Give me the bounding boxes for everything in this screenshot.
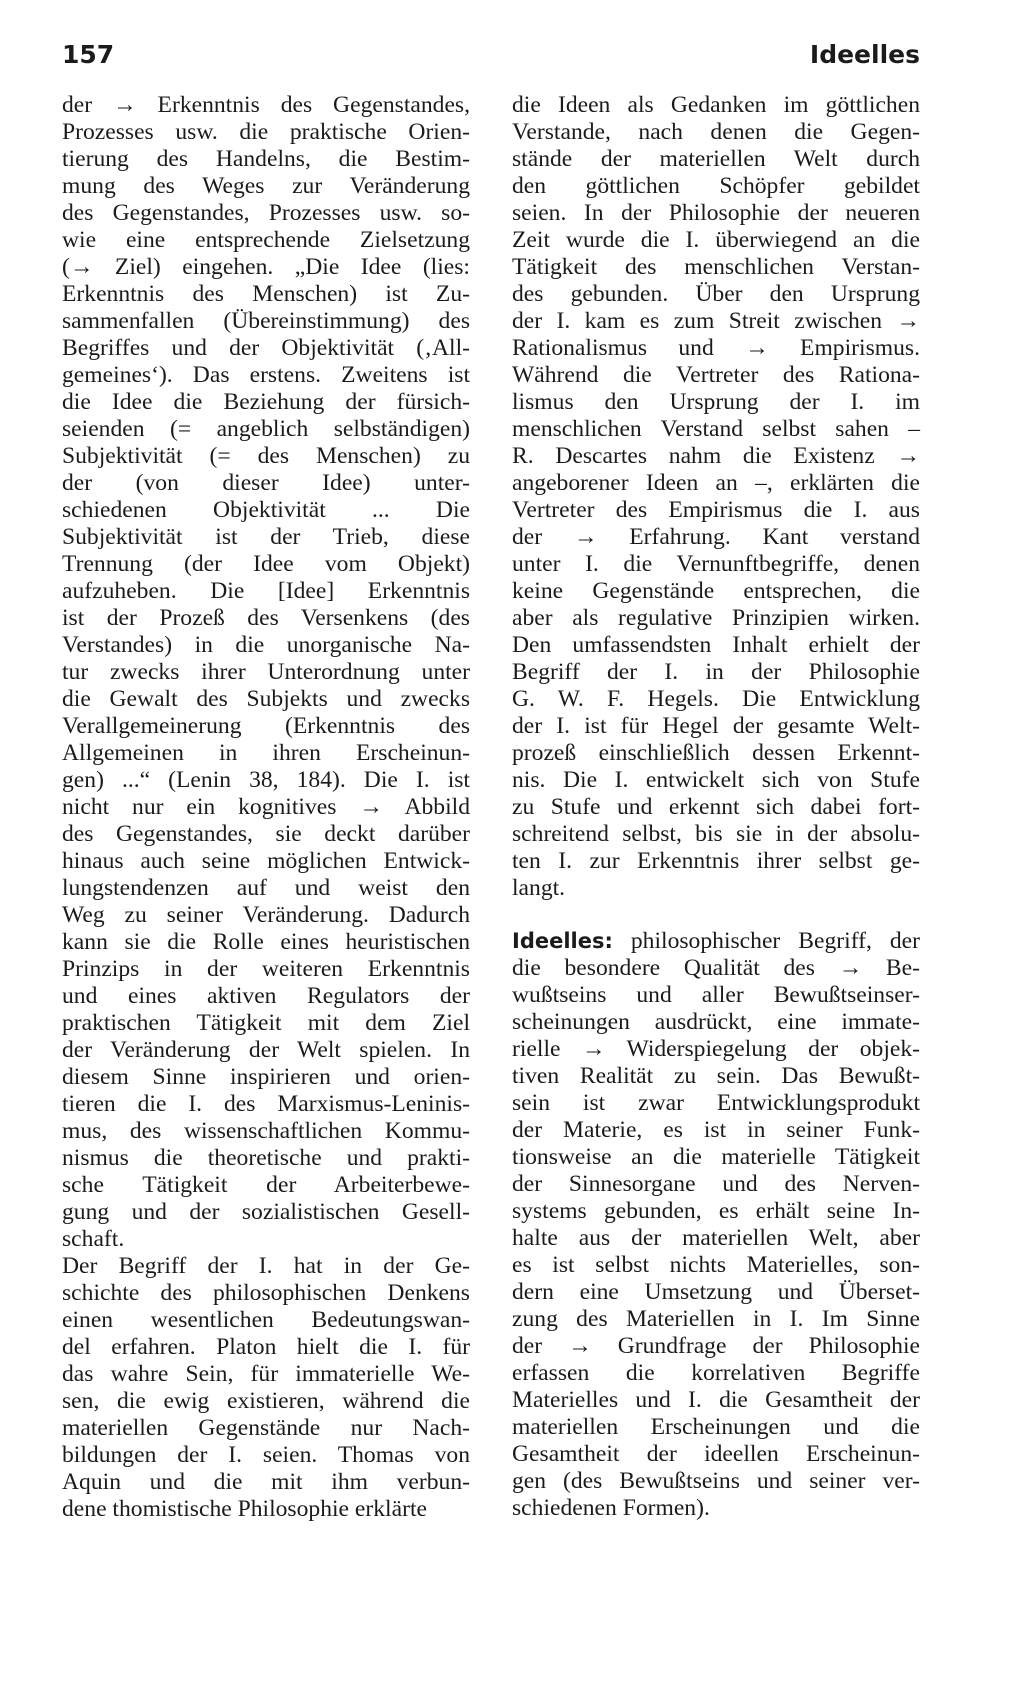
text-line: R. Descartes nahm die Existenz → [512, 443, 920, 469]
text-line: sammenfallen (Übereinstimmung) des [62, 308, 470, 334]
text-line: Materielles und I. die Gesamtheit der [512, 1387, 920, 1413]
text-line: Begriff der I. in der Philosophie [512, 659, 920, 685]
text-line: bildungen der I. seien. Thomas von [62, 1442, 470, 1468]
right-column-part-1 [512, 92, 920, 902]
text-line: menschlichen Verstand selbst sahen – [512, 416, 920, 442]
text-line: ten I. zur Erkenntnis ihrer selbst ge- [512, 848, 920, 874]
entry-gap [512, 902, 920, 928]
text-line: sen, die ewig existieren, während die [62, 1388, 470, 1414]
text-line: lismus den Ursprung der I. im [512, 389, 920, 415]
text-line: schiedenen Objektivität ... Die [62, 497, 470, 523]
text-line: Subjektivität ist der Trieb, diese [62, 524, 470, 550]
text-line: langt. [512, 875, 566, 901]
text-line: es ist selbst nichts Materielles, son- [512, 1252, 920, 1278]
text-line: der (von dieser Idee) unter- [62, 470, 470, 496]
text-line: Gesamtheit der ideellen Erscheinun- [512, 1441, 920, 1467]
text-line: Prinzips in der weiteren Erkenntnis [62, 956, 470, 982]
entry-first-line [512, 928, 920, 955]
text-line: materiellen Gegenstände nur Nach- [62, 1415, 470, 1441]
text-line: der Veränderung der Welt spielen. In [62, 1037, 470, 1063]
text-line: stände der materiellen Welt durch [512, 146, 920, 172]
text-line: lungstendenzen auf und weist den [62, 875, 470, 901]
text-line: ist der Prozeß des Versenkens (des [62, 605, 470, 631]
text-line: Verstande, nach denen die Gegen- [512, 119, 920, 145]
page-number: 157 [62, 40, 115, 69]
text-line: del erfahren. Platon hielt die I. für [62, 1334, 470, 1360]
text-line: gung und der sozialistischen Gesell- [62, 1199, 470, 1225]
text-line: halte aus der materiellen Welt, aber [512, 1225, 920, 1251]
text-line: einen wesentlichen Bedeutungswan- [62, 1307, 470, 1333]
text-line: tionsweise an die materielle Tätigkeit [512, 1144, 920, 1170]
text-line: dene thomistische Philosophie erklärte [62, 1496, 427, 1522]
text-line: prozeß einschließlich dessen Erkennt- [512, 740, 920, 766]
text-line: seienden (= angeblich selbständigen) [62, 416, 470, 442]
text-line: materiellen Erscheinungen und die [512, 1414, 920, 1440]
text-line: G. W. F. Hegels. Die Entwicklung [512, 686, 920, 712]
text-line: (→ Ziel) eingehen. „Die Idee (lies: [62, 254, 470, 280]
text-line: Vertreter des Empirismus die I. aus [512, 497, 920, 523]
text-line: gen (des Bewußtseins und seiner ver- [512, 1468, 920, 1494]
text-line: die Idee die Beziehung der fürsich- [62, 389, 470, 415]
text-line: hinaus auch seine möglichen Entwick- [62, 848, 470, 874]
text-line: nismus die theoretische und prakti- [62, 1145, 470, 1171]
text-line: schichte des philosophischen Denkens [62, 1280, 470, 1306]
right-column [512, 92, 920, 1522]
text-line: die besondere Qualität des → Be- [512, 955, 920, 981]
text-line: des Gegenstandes, sie deckt darüber [62, 821, 470, 847]
left-column [62, 92, 470, 1523]
text-line: den göttlichen Schöpfer gebildet [512, 173, 920, 199]
text-line: des Gegenstandes, Prozesses usw. so- [62, 200, 470, 226]
text-line: schreitend selbst, bis sie in der absolu- [512, 821, 920, 847]
text-line: und eines aktiven Regulators der [62, 983, 470, 1009]
text-line: tieren die I. des Marxismus-Leninis- [62, 1091, 470, 1117]
text-line: Prozesses usw. die praktische Orien- [62, 119, 470, 145]
text-line: zu Stufe und erkennt sich dabei fort- [512, 794, 920, 820]
text-line: gemeines‘). Das erstens. Zweitens ist [62, 362, 470, 388]
text-line: systems gebunden, es erhält seine In- [512, 1198, 920, 1224]
text-line: mus, des wissenschaftlichen Kommu- [62, 1118, 470, 1144]
text-line: des gebunden. Über den Ursprung [512, 281, 920, 307]
text-line: die Gewalt des Subjekts und zwecks [62, 686, 470, 712]
text-line: schiedenen Formen). [512, 1495, 710, 1521]
text-line: der → Erfahrung. Kant verstand [512, 524, 920, 550]
text-line: rielle → Widerspiegelung der objek- [512, 1036, 920, 1062]
text-line: nicht nur ein kognitives → Abbild [62, 794, 470, 820]
text-line: sein ist zwar Entwicklungsprodukt [512, 1090, 920, 1116]
text-line: der Sinnesorgane und des Nerven- [512, 1171, 920, 1197]
text-line: keine Gegenstände entsprechen, die [512, 578, 920, 604]
text-line: diesem Sinne inspirieren und orien- [62, 1064, 470, 1090]
text-line: unter I. die Vernunftbegriffe, denen [512, 551, 920, 577]
text-line: Trennung (der Idee vom Objekt) [62, 551, 470, 577]
text-line: nis. Die I. entwickelt sich von Stufe [512, 767, 920, 793]
text-line: Subjektivität (= des Menschen) zu [62, 443, 470, 469]
text-line: aber als regulative Prinzipien wirken. [512, 605, 920, 631]
text-line: Zeit wurde die I. überwiegend an die [512, 227, 920, 253]
text-line: wie eine entsprechende Zielsetzung [62, 227, 470, 253]
text-line: die Ideen als Gedanken im göttlichen [512, 92, 920, 118]
text-line: Verstandes) in die unorganische Na- [62, 632, 470, 658]
text-line: wußtseins und aller Bewußtseinser- [512, 982, 920, 1008]
text-line: erfassen die korrelativen Begriffe [512, 1360, 920, 1386]
text-line: der I. ist für Hegel der gesamte Welt- [512, 713, 920, 739]
text-line: seien. In der Philosophie der neueren [512, 200, 920, 226]
text-line: Rationalismus und → Empirismus. [512, 335, 920, 361]
text-line: Allgemeinen in ihren Erscheinun- [62, 740, 470, 766]
text-line: der → Erkenntnis des Gegenstandes, [62, 92, 470, 118]
text-line: zung des Materiellen in I. Im Sinne [512, 1306, 920, 1332]
text-line: kann sie die Rolle eines heuristischen [62, 929, 470, 955]
text-line: Der Begriff der I. hat in der Ge- [62, 1253, 470, 1279]
text-line: tur zwecks ihrer Unterordnung unter [62, 659, 470, 685]
text-line: angeborener Ideen an –, erklärten die [512, 470, 920, 496]
text-line: Erkenntnis des Menschen) ist Zu- [62, 281, 470, 307]
text-line: der I. kam es zum Streit zwischen → [512, 308, 920, 334]
right-column-part-2 [512, 955, 920, 1522]
text-line: tiven Realität zu sein. Das Bewußt- [512, 1063, 920, 1089]
text-line: der → Grundfrage der Philosophie [512, 1333, 920, 1359]
text-line: Während die Vertreter des Rationa- [512, 362, 920, 388]
text-line: Begriffes und der Objektivität (‚All- [62, 335, 470, 361]
text-line: Tätigkeit des menschlichen Verstan- [512, 254, 920, 280]
text-line: das wahre Sein, für immaterielle We- [62, 1361, 470, 1387]
text-line: scheinungen ausdrückt, eine immate- [512, 1009, 920, 1035]
text-line: praktischen Tätigkeit mit dem Ziel [62, 1010, 470, 1036]
text-line: aufzuheben. Die [Idee] Erkenntnis [62, 578, 470, 604]
text-line: der Materie, es ist in seiner Funk- [512, 1117, 920, 1143]
text-line: Verallgemeinerung (Erkenntnis des [62, 713, 470, 739]
entry-lemma: Ideelles: [512, 929, 613, 953]
entry-definition-start: philosophischer Begriff, der [630, 928, 920, 954]
text-line: Den umfassendsten Inhalt erhielt der [512, 632, 920, 658]
text-line: tierung des Handelns, die Bestim- [62, 146, 470, 172]
running-title: Ideelles [809, 40, 920, 69]
text-line: Weg zu seiner Veränderung. Dadurch [62, 902, 470, 928]
text-line: sche Tätigkeit der Arbeiterbewe- [62, 1172, 470, 1198]
text-line: mung des Weges zur Veränderung [62, 173, 470, 199]
text-line: gen) ...“ (Lenin 38, 184). Die I. ist [62, 767, 470, 793]
text-line: Aquin und die mit ihm verbun- [62, 1469, 470, 1495]
text-line: schaft. [62, 1226, 125, 1252]
text-line: dern eine Umsetzung und Überset- [512, 1279, 920, 1305]
